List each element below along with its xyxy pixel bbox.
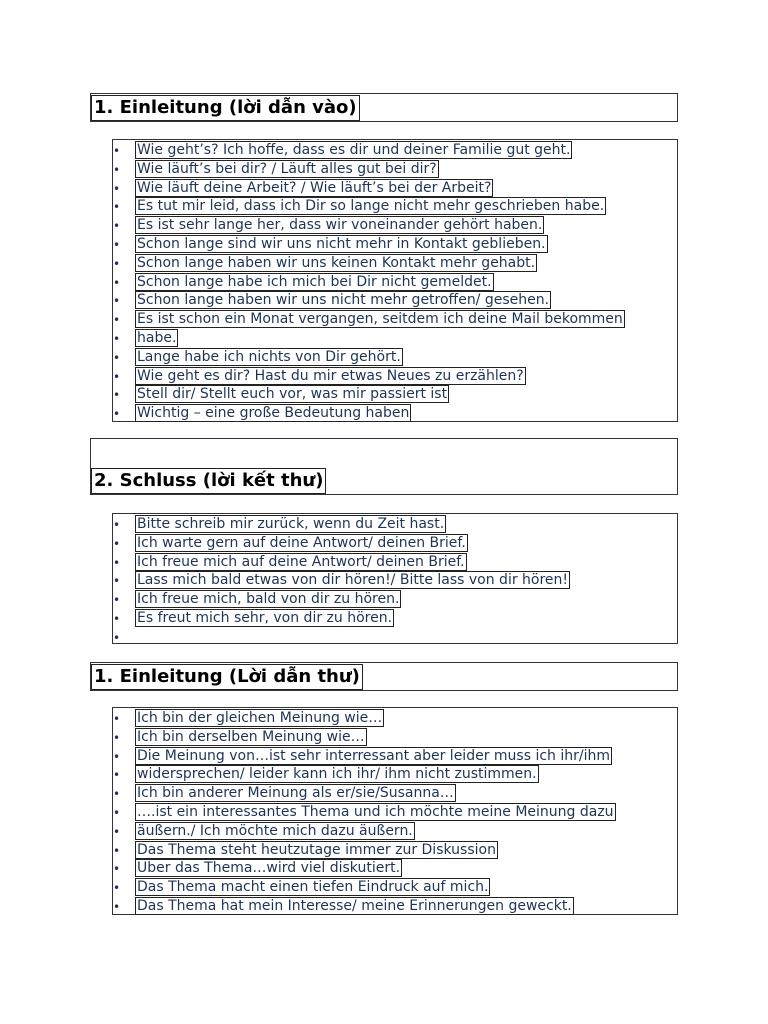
list-item-text: äußern./ Ich möchte mich dazu äußern. bbox=[137, 822, 413, 839]
bullet-icon: • bbox=[113, 144, 121, 158]
bullet-icon: • bbox=[113, 256, 121, 271]
bullet-icon: • bbox=[113, 388, 121, 403]
bullet-icon: • bbox=[113, 407, 121, 422]
bullet-icon: • bbox=[113, 313, 121, 328]
bullet-icon: • bbox=[113, 200, 121, 215]
bullet-icon: • bbox=[113, 881, 121, 896]
bullet-icon: • bbox=[113, 518, 121, 532]
list-item-text: Ich bin anderer Meinung als er/sie/Susanna… bbox=[137, 785, 454, 802]
bullet-icon: • bbox=[113, 350, 121, 365]
list-item-text: habe. bbox=[137, 330, 177, 346]
list-item-text: Wie geht’s? Ich hoffe, dass es dir und deiner Familie gut geht. bbox=[137, 142, 571, 158]
bullet-icon: • bbox=[113, 824, 121, 839]
section-1-heading-box bbox=[90, 93, 678, 122]
list-item-text: Es ist sehr lange her, dass wir voneinander gehört haben. bbox=[137, 217, 543, 234]
list-item-text: Die Meinung von…ist sehr interressant aber leider muss ich ihr/ihm bbox=[137, 747, 610, 764]
bullet-icon: • bbox=[113, 787, 121, 802]
bullet-icon: • bbox=[113, 843, 121, 858]
list-item-text: Ich freue mich, bald von dir zu hören. bbox=[137, 591, 400, 608]
bullet-icon: • bbox=[113, 574, 121, 589]
list-item-text: Das Thema macht einen tiefen Eindruck auf mich. bbox=[137, 879, 489, 896]
list-item-text: Lange habe ich nichts von Dir gehört. bbox=[137, 348, 401, 365]
list-item-text: Schon lange haben wir uns keinen Kontakt mehr gehabt. bbox=[137, 254, 536, 271]
list-item-text: Ich bin der gleichen Meinung wie… bbox=[137, 710, 383, 726]
bullet-icon: • bbox=[113, 162, 121, 177]
list-item-text: widersprechen/ leider kann ich ihr/ ihm nicht zustimmen. bbox=[137, 766, 537, 783]
bullet-icon: • bbox=[113, 294, 121, 309]
bullet-icon: • bbox=[113, 219, 121, 234]
list-item-text: Das Thema hat mein Interesse/ meine Erinnerungen geweckt. bbox=[137, 898, 572, 914]
bullet-icon: • bbox=[113, 712, 121, 726]
bullet-icon: • bbox=[113, 593, 121, 608]
list-item-text: Ich bin derselben Meinung wie… bbox=[137, 728, 365, 745]
bullet-icon: • bbox=[113, 730, 121, 745]
section-3-heading: 1. Einleitung (Lời dẫn thư) bbox=[91, 664, 363, 690]
list-item-text: Wichtig – eine große Bedeutung haben bbox=[137, 405, 410, 422]
section-3-list bbox=[112, 707, 678, 915]
list-item-text: Lass mich bald etwas von dir hören!/ Bitte lass von dir hören! bbox=[137, 572, 569, 589]
list-item-text: Wie läuft deine Arbeit? / Wie läuft’s bei der Arbeit? bbox=[137, 179, 492, 196]
section-1-heading: 1. Einleitung (lời dẫn vào) bbox=[91, 95, 360, 121]
bullet-icon: • bbox=[113, 181, 121, 196]
bullet-icon: • bbox=[113, 275, 121, 290]
list-item-text: Bitte schreib mir zurück, wenn du Zeit hast. bbox=[137, 516, 445, 532]
list-item-text: Schon lange sind wir uns nicht mehr in Kontakt geblieben. bbox=[137, 236, 546, 252]
list-item-text: Es ist schon ein Monat vergangen, seitdem ich deine Mail bekommen bbox=[137, 311, 623, 328]
bullet-icon: • bbox=[113, 612, 121, 626]
bullet-icon: • bbox=[113, 555, 121, 570]
list-item-text: ….ist ein interessantes Thema und ich möchte meine Meinung dazu bbox=[137, 804, 614, 820]
list-item-text: Wie läuft’s bei dir? / Läuft alles gut bei dir? bbox=[137, 160, 437, 177]
bullet-icon: • bbox=[113, 630, 121, 645]
bullet-icon: • bbox=[113, 806, 121, 820]
section-2-list bbox=[112, 513, 678, 644]
bullet-icon: • bbox=[113, 238, 121, 252]
list-item-text: Das Thema steht heutzutage immer zur Diskussion bbox=[137, 841, 496, 858]
list-item-text: Schon lange haben wir uns nicht mehr getroffen/ gesehen. bbox=[137, 292, 550, 309]
list-item-text: Wie geht es dir? Hast du mir etwas Neues zu erzählen? bbox=[137, 367, 524, 384]
list-item-text: Schon lange habe ich mich bei Dir nicht gemeldet. bbox=[137, 273, 492, 290]
list-item-text: Es freut mich sehr, von dir zu hören. bbox=[137, 610, 393, 626]
section-3-heading-box bbox=[90, 662, 678, 691]
list-item-text: Über das Thema…wird viel diskutiert. bbox=[137, 860, 401, 877]
bullet-icon: • bbox=[113, 768, 121, 783]
list-item-text: Ich warte gern auf deine Antwort/ deinen Brief. bbox=[137, 534, 466, 551]
list-item-text: Stell dir/ Stellt euch vor, was mir passiert ist bbox=[137, 386, 448, 403]
bullet-icon: • bbox=[113, 900, 121, 914]
section-2-heading-box bbox=[90, 438, 678, 495]
bullet-icon: • bbox=[113, 862, 121, 877]
list-item-text: Ich freue mich auf deine Antwort/ deinen Brief. bbox=[137, 553, 465, 570]
section-1-list bbox=[112, 139, 678, 422]
bullet-icon: • bbox=[113, 749, 121, 764]
bullet-icon: • bbox=[113, 536, 121, 551]
bullet-icon: • bbox=[113, 369, 121, 384]
list-item-text: Es tut mir leid, dass ich Dir so lange nicht mehr geschrieben habe. bbox=[137, 198, 605, 215]
bullet-icon: • bbox=[113, 332, 121, 346]
section-2-heading: 2. Schluss (lời kết thư) bbox=[91, 468, 326, 494]
